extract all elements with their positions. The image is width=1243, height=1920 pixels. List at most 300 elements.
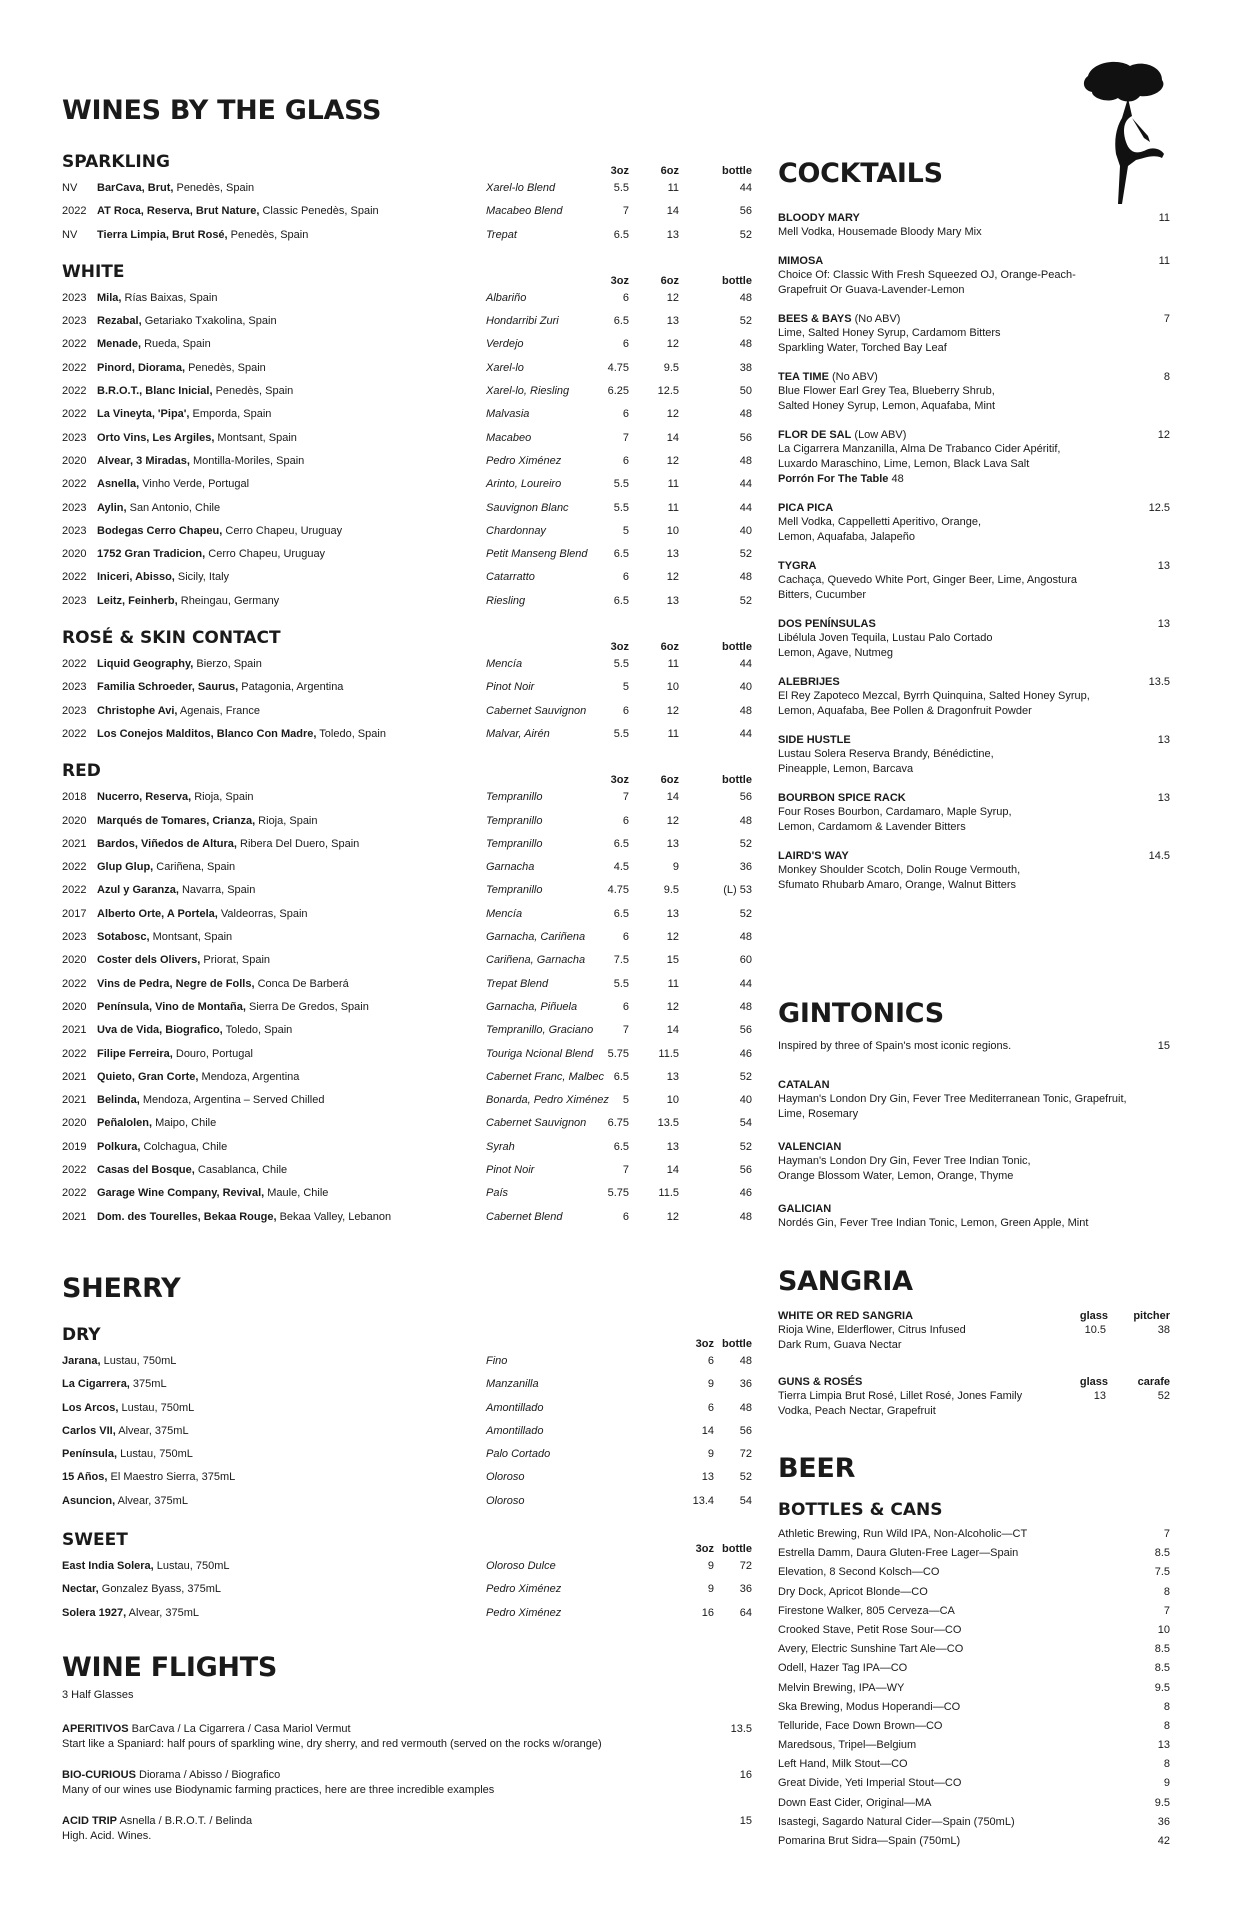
price-3oz: 6.5 — [613, 907, 629, 920]
sherry-row — [62, 1397, 752, 1420]
wine-producer: Polkura, — [97, 1140, 141, 1153]
wine-name — [97, 1112, 216, 1135]
wine-producer: Uva de Vida, Biografico, — [97, 1024, 223, 1037]
wine-region: Rioja, Spain — [191, 791, 254, 804]
beer-price: 8 — [1163, 1700, 1170, 1713]
sherry-row — [62, 1555, 752, 1578]
sherry-style: Oloroso — [486, 1471, 525, 1484]
wine-region: Mendoza, Argentina – Served Chilled — [139, 1094, 325, 1107]
price-3oz: 5 — [622, 681, 629, 694]
wine-producer: Nucerro, Reserva, — [97, 791, 192, 804]
price-6oz: 13.5 — [657, 1117, 679, 1130]
wine-producer: Los Conejos Malditos, Blanco Con Madre, — [97, 727, 317, 740]
wine-row — [62, 427, 752, 450]
beer-price: 7 — [1163, 1604, 1170, 1617]
wine-grape: Cabernet Franc, Malbec — [486, 1070, 604, 1083]
wine-row — [62, 200, 752, 223]
wine-vintage: 2022 — [62, 861, 87, 874]
wine-producer: 1752 Gran Tradicion, — [97, 548, 206, 561]
sherry-name — [62, 1397, 194, 1420]
spacer — [62, 1625, 752, 1633]
price-bottle: 56 — [739, 1024, 752, 1037]
flight-name: APERITIVOS — [62, 1723, 129, 1735]
wine-region: Cerro Chapeu, Uruguay — [205, 548, 326, 561]
wine-vintage: 2023 — [62, 315, 87, 328]
cocktail-abv-note: (Low ABV) — [851, 429, 907, 441]
wine-name — [97, 497, 220, 520]
wine-vintage: 2023 — [62, 524, 87, 537]
wine-name — [97, 786, 254, 809]
wine-producer: Iniceri, Abisso, — [97, 571, 175, 584]
price-3oz: 4.75 — [607, 361, 629, 374]
flight-heading — [62, 1814, 752, 1829]
wine-grape: Garnacha, Piñuela — [486, 1000, 578, 1013]
price-bottle: 44 — [739, 658, 752, 671]
wine-vintage: 2021 — [62, 1070, 87, 1083]
wine-name — [97, 700, 260, 723]
price-bottle: 52 — [739, 1140, 752, 1153]
wine-grape: Petit Manseng Blend — [486, 548, 588, 561]
price-6oz: 12 — [666, 1000, 679, 1013]
wine-producer: Mila, — [97, 291, 122, 304]
sherry-style: Pedro Ximénez — [486, 1606, 562, 1619]
cocktail-name: DOS PENÍNSULAS — [778, 618, 876, 630]
sangria-ingredients: Dark Rum, Guava Nectar — [778, 1339, 902, 1351]
wine-name — [97, 566, 229, 589]
sherry-name — [62, 1602, 199, 1625]
wine-grape: Cabernet Blend — [486, 1210, 563, 1223]
cocktail-name: FLOR DE SAL — [778, 429, 852, 441]
wine-name — [97, 1206, 391, 1229]
flight-heading — [62, 1768, 752, 1783]
wine-region: Cariñena, Spain — [153, 861, 236, 874]
wine-region: Navarra, Spain — [178, 884, 256, 897]
col-3oz: 3oz — [610, 774, 629, 787]
wine-vintage: 2022 — [62, 977, 87, 990]
sangria-item — [778, 1375, 1170, 1419]
price-6oz: 13 — [666, 548, 679, 561]
wine-grape: Garnacha — [486, 861, 535, 874]
price-3oz: 5.75 — [607, 1187, 629, 1200]
cocktail-ingredients: Lemon, Cardamom & Lavender Bitters — [778, 821, 966, 833]
cocktail-ingredients: Mell Vodka, Cappelletti Aperitivo, Orange, — [778, 516, 982, 528]
beer-item — [778, 1602, 1170, 1621]
wine-vintage: 2021 — [62, 1094, 87, 1107]
sherry-section-sweet — [62, 1521, 752, 1633]
price-bottle: 52 — [739, 315, 752, 328]
price-6oz: 12 — [666, 814, 679, 827]
wine-name — [97, 543, 325, 566]
price-bottle: 52 — [739, 1070, 752, 1083]
cocktail-item — [778, 559, 1170, 603]
wine-producer: Peñalolen, — [97, 1117, 153, 1130]
flight-wines: BarCava / La Cigarrera / Casa Mariol Vermut — [128, 1723, 351, 1735]
cocktail-price: 13 — [1157, 560, 1170, 572]
wine-row — [62, 810, 752, 833]
beer-name: Crooked Stave, Petit Rose Sour—CO — [778, 1623, 962, 1636]
price-3oz: 4.75 — [607, 884, 629, 897]
wine-row — [62, 723, 752, 746]
sherry-producer: Solera 1927, — [62, 1606, 127, 1619]
cocktail-abv-note: (No ABV) — [828, 371, 878, 383]
wine-row — [62, 926, 752, 949]
wine-name — [97, 450, 304, 473]
wine-region: Douro, Portugal — [172, 1047, 253, 1060]
wine-row — [62, 903, 752, 926]
price-3oz: 13.4 — [692, 1494, 714, 1507]
price-bottle: 60 — [739, 954, 752, 967]
price-3oz: 6.5 — [613, 1140, 629, 1153]
wine-row — [62, 700, 752, 723]
beer-price: 9.5 — [1154, 1796, 1170, 1809]
gintonics-price: 15 — [1157, 1040, 1170, 1052]
wine-grape: Touriga Ncional Blend — [486, 1047, 594, 1060]
wine-name — [97, 224, 308, 247]
price-3oz: 6 — [622, 291, 629, 304]
price-bottle: 46 — [739, 1187, 752, 1200]
price-6oz: 14 — [666, 431, 679, 444]
sherry-row — [62, 1490, 752, 1513]
col-3oz: 3oz — [610, 274, 629, 287]
price-6oz: 11 — [667, 977, 679, 990]
beer-item — [778, 1774, 1170, 1793]
price-3oz: 6 — [622, 814, 629, 827]
sherry-producer: 15 Años, — [62, 1471, 108, 1484]
wine-row — [62, 1182, 752, 1205]
cocktail-ingredients: Luxardo Maraschino, Lime, Lemon, Black Lava Salt — [778, 458, 1030, 470]
price-6oz: 14 — [666, 1163, 679, 1176]
sherry-style: Palo Cortado — [486, 1448, 551, 1461]
price-bottle: 54 — [739, 1117, 752, 1130]
price-bottle: 52 — [739, 837, 752, 850]
wine-row — [62, 287, 752, 310]
cocktail-ingredients: Four Roses Bourbon, Cardamaro, Maple Syrup, — [778, 806, 1012, 818]
price-bottle: 48 — [739, 1000, 752, 1013]
wine-region: Agenais, France — [177, 704, 261, 717]
sangria-item — [778, 1309, 1170, 1353]
price-3oz: 7.5 — [613, 954, 629, 967]
wine-producer: Aylin, — [97, 501, 127, 514]
gintonic-item — [778, 1078, 1170, 1122]
wine-section-header — [62, 143, 752, 177]
wine-grape: Xarel-lo — [486, 361, 524, 374]
beer-price: 8.5 — [1154, 1662, 1170, 1675]
sherry-name — [62, 1466, 235, 1489]
wine-region: Montsant, Spain — [214, 431, 297, 444]
cocktail-ingredients: Choice Of: Classic With Fresh Squeezed OJ, Orange-Peach- — [778, 269, 1076, 281]
wine-producer: Asnella, — [97, 478, 140, 491]
cocktail-name: LAIRD'S WAY — [778, 850, 849, 862]
flight-item — [62, 1722, 752, 1752]
cocktail-item — [778, 428, 1170, 487]
wine-row — [62, 1066, 752, 1089]
wine-vintage: 2020 — [62, 1000, 87, 1013]
col-bottle: bottle — [722, 1543, 752, 1556]
price-3oz: 6.5 — [613, 315, 629, 328]
price-6oz: 14 — [666, 791, 679, 804]
cocktail-price: 11 — [1158, 212, 1170, 224]
wine-row — [62, 856, 752, 879]
sherry-name — [62, 1443, 193, 1466]
wine-section-header — [62, 752, 752, 786]
cocktail-price: 11 — [1158, 255, 1170, 267]
wine-producer: La Vineyta, 'Pipa', — [97, 408, 190, 421]
wine-region: Emporda, Spain — [189, 408, 272, 421]
flight-price: 13.5 — [730, 1723, 752, 1735]
price-bottle: 48 — [739, 291, 752, 304]
wine-section-red — [62, 752, 752, 1235]
cocktail-name: BLOODY MARY — [778, 212, 860, 224]
price-bottle: 48 — [739, 571, 752, 584]
wine-region: Penedès, Spain — [173, 182, 255, 194]
cocktail-price: 13 — [1157, 618, 1170, 630]
cocktail-item — [778, 211, 1170, 240]
price-bottle: 44 — [739, 182, 752, 194]
sangria-price-1: 13 — [1093, 1390, 1106, 1402]
price-3oz: 5.5 — [613, 727, 629, 740]
wine-region: Penedès, Spain — [227, 228, 309, 241]
spacer — [62, 1513, 752, 1521]
bottles-cans-title: BOTTLES & CANS — [778, 1500, 943, 1520]
wine-row — [62, 543, 752, 566]
price-6oz: 11.5 — [658, 1047, 679, 1060]
sherry-style: Oloroso — [486, 1494, 525, 1507]
beer-price: 8 — [1163, 1758, 1170, 1771]
price-6oz: 12 — [666, 704, 679, 717]
wine-vintage: 2022 — [62, 1187, 87, 1200]
wine-grape: Malvar, Airén — [486, 727, 550, 740]
porron-price: 48 — [888, 473, 904, 485]
wine-grape: Mencía — [486, 907, 523, 920]
sherry-section-header — [62, 1316, 752, 1350]
price-6oz: 13 — [666, 907, 679, 920]
price-6oz: 13 — [666, 228, 679, 241]
wine-grape: Tempranillo — [486, 884, 543, 897]
beer-price: 8 — [1163, 1585, 1170, 1598]
wine-grape: Garnacha, Cariñena — [486, 931, 586, 944]
beer-price: 10 — [1157, 1623, 1170, 1636]
sherry-style: Oloroso Dulce — [486, 1560, 556, 1573]
sangria-name: GUNS & ROSÉS — [778, 1376, 863, 1388]
cocktail-ingredients: Lemon, Agave, Nutmeg — [778, 647, 893, 659]
price-bottle: 56 — [739, 205, 752, 218]
wine-vintage: 2022 — [62, 205, 87, 218]
cocktail-price: 14.5 — [1148, 850, 1170, 862]
wine-grape: Macabeo Blend — [486, 205, 563, 218]
cocktail-ingredients: Cachaça, Quevedo White Port, Ginger Beer, Lime, Angostura — [778, 574, 1077, 586]
sherry-detail: Alvear, 375mL — [126, 1606, 199, 1619]
wine-vintage: 2020 — [62, 1117, 87, 1130]
price-3oz: 4.5 — [613, 861, 629, 874]
gintonic-item — [778, 1140, 1170, 1184]
wine-vintage: 2022 — [62, 361, 87, 374]
cocktail-name: ALEBRIJES — [778, 676, 840, 688]
cocktails-title: COCKTAILS — [778, 158, 943, 189]
wine-name — [97, 723, 386, 746]
wine-name — [97, 856, 235, 879]
price-6oz: 11 — [667, 658, 679, 671]
wine-row — [62, 676, 752, 699]
wine-row — [62, 380, 752, 403]
wine-name — [97, 1019, 292, 1042]
price-bottle: 38 — [739, 361, 752, 374]
wine-vintage: 2021 — [62, 1024, 87, 1037]
sherry-detail: Lustau, 750mL — [118, 1401, 195, 1414]
price-bottle: 44 — [739, 478, 752, 491]
wine-vintage: 2023 — [62, 931, 87, 944]
wine-region: Rueda, Spain — [141, 338, 211, 351]
price-bottle: 48 — [739, 1401, 752, 1414]
wine-region: Penedès, Spain — [212, 385, 294, 398]
price-6oz: 13 — [666, 1140, 679, 1153]
wine-name — [97, 200, 379, 223]
wine-row — [62, 1089, 752, 1112]
price-bottle: 56 — [739, 1163, 752, 1176]
wine-region: Penedès, Spain — [185, 361, 266, 374]
price-3oz: 5.5 — [613, 478, 629, 491]
cocktail-ingredients: Grapefruit Or Guava-Lavender-Lemon — [778, 284, 965, 296]
sherry-detail: Lustau, 750mL — [117, 1448, 193, 1461]
wine-name — [97, 590, 279, 613]
wine-producer: Vins de Pedra, Negre de Folls, — [97, 977, 255, 990]
wine-name — [97, 996, 369, 1019]
beer-price: 42 — [1157, 1835, 1170, 1847]
price-bottle: 48 — [739, 931, 752, 944]
wine-producer: AT Roca, Reserva, Brut Nature, — [97, 205, 260, 218]
price-6oz: 9.5 — [663, 884, 679, 897]
wine-row — [62, 473, 752, 496]
beer-name: Odell, Hazer Tag IPA—CO — [778, 1662, 908, 1675]
wine-name — [97, 1159, 287, 1182]
beer-name: Elevation, 8 Second Kolsch—CO — [778, 1566, 940, 1579]
sherry-style: Pedro Ximénez — [486, 1583, 562, 1596]
wine-section-header — [62, 253, 752, 287]
price-bottle: 52 — [739, 594, 752, 607]
price-3oz: 6.5 — [613, 1070, 629, 1083]
cocktail-item — [778, 501, 1170, 545]
sherry-row — [62, 1420, 752, 1443]
wine-producer: Dom. des Tourelles, Bekaa Rouge, — [97, 1210, 277, 1223]
price-6oz: 11 — [667, 501, 679, 514]
wine-region: Montilla-Moriles, Spain — [189, 454, 305, 467]
flight-wines: Asnella / B.R.O.T. / Belinda — [117, 1815, 253, 1827]
price-6oz: 13 — [666, 837, 679, 850]
sangria-ingredients: Vodka, Peach Nectar, Grapefruit — [778, 1405, 936, 1417]
beer-name: Melvin Brewing, IPA—WY — [778, 1681, 905, 1694]
price-3oz: 6 — [622, 1000, 629, 1013]
beer-name: Dry Dock, Apricot Blonde—CO — [778, 1585, 928, 1598]
cocktail-extra — [778, 472, 1170, 487]
col-bottle: bottle — [722, 641, 752, 654]
flight-name: BIO-CURIOUS — [62, 1769, 136, 1781]
wine-grape: Tempranillo, Graciano — [486, 1024, 594, 1037]
wine-producer: Marqués de Tomares, Crianza, — [97, 814, 256, 827]
wine-region: Classic Penedès, Spain — [259, 205, 379, 218]
price-3oz: 6.75 — [607, 1117, 629, 1130]
price-bottle: 40 — [739, 681, 752, 694]
wine-name — [97, 1066, 299, 1089]
wine-grape: Xarel-lo, Riesling — [486, 385, 570, 398]
sherry-detail: Alvear, 375mL — [115, 1424, 189, 1437]
sherry-style: Fino — [486, 1355, 508, 1367]
beer-name: Avery, Electric Sunshine Tart Ale—CO — [778, 1643, 964, 1656]
wine-region: Maule, Chile — [264, 1187, 329, 1200]
price-bottle: 52 — [739, 907, 752, 920]
wine-name — [97, 310, 277, 333]
price-3oz: 6.5 — [613, 594, 629, 607]
cocktail-price: 12.5 — [1148, 502, 1170, 514]
price-bottle: (L) 53 — [723, 884, 752, 897]
sherry-name — [62, 1373, 167, 1396]
col-3oz: 3oz — [695, 1338, 714, 1350]
cocktail-heading — [778, 617, 1170, 631]
wine-grape: Albariño — [486, 291, 527, 304]
price-6oz: 9 — [672, 861, 679, 874]
cocktails-section — [778, 160, 1170, 907]
wine-region: Cerro Chapeu, Uruguay — [222, 524, 343, 537]
wine-row — [62, 1019, 752, 1042]
price-6oz: 13 — [666, 594, 679, 607]
wine-row — [62, 833, 752, 856]
wine-row — [62, 1112, 752, 1135]
cocktail-ingredients: Sparkling Water, Torched Bay Leaf — [778, 342, 947, 354]
price-3oz: 6.5 — [613, 837, 629, 850]
price-bottle: 64 — [739, 1606, 752, 1619]
price-3oz: 6 — [622, 454, 629, 467]
price-bottle: 56 — [739, 431, 752, 444]
wine-vintage: 2023 — [62, 594, 87, 607]
wine-vintage: 2022 — [62, 1047, 87, 1060]
cocktail-name: TYGRA — [778, 560, 817, 572]
cocktail-price: 8 — [1163, 371, 1170, 383]
wine-row — [62, 949, 752, 972]
beer-item — [778, 1832, 1170, 1851]
flight-item — [62, 1814, 752, 1844]
wine-name — [97, 287, 217, 310]
beer-name: Great Divide, Yeti Imperial Stout—CO — [778, 1777, 962, 1790]
wine-row — [62, 566, 752, 589]
price-3oz: 9 — [707, 1378, 714, 1391]
sherry-name — [62, 1555, 230, 1578]
col-6oz: 6oz — [660, 165, 679, 177]
wine-row — [62, 310, 752, 333]
price-6oz: 12 — [666, 338, 679, 351]
beer-item — [778, 1755, 1170, 1774]
wine-producer: Rezabal, — [97, 315, 142, 328]
cocktail-ingredients: Libélula Joven Tequila, Lustau Palo Cortado — [778, 632, 993, 644]
beer-name: Telluride, Face Down Brown—CO — [778, 1719, 943, 1732]
price-6oz: 12 — [666, 408, 679, 421]
sherry-row — [62, 1443, 752, 1466]
wine-name — [97, 427, 297, 450]
price-3oz: 6.25 — [607, 385, 629, 398]
price-6oz: 14 — [666, 1024, 679, 1037]
beer-item — [778, 1544, 1170, 1563]
wine-region: San Antonio, Chile — [126, 501, 221, 514]
wine-name — [97, 879, 255, 902]
gintonic-ingredients: Nordés Gin, Fever Tree Indian Tonic, Lemon, Green Apple, Mint — [778, 1217, 1089, 1229]
price-3oz: 7 — [622, 1024, 629, 1037]
wine-producer: Orto Vins, Les Argiles, — [97, 431, 215, 444]
beer-name: Estrella Damm, Daura Gluten-Free Lager—Spain — [778, 1547, 1019, 1560]
gintonics-intro: Inspired by three of Spain's most iconic regions. — [778, 1040, 1012, 1052]
price-6oz: 13 — [666, 315, 679, 328]
wine-name — [97, 676, 343, 699]
wine-row — [62, 520, 752, 543]
price-3oz: 7 — [622, 791, 629, 804]
gintonic-name: CATALAN — [778, 1079, 830, 1091]
price-bottle: 36 — [739, 1583, 752, 1596]
